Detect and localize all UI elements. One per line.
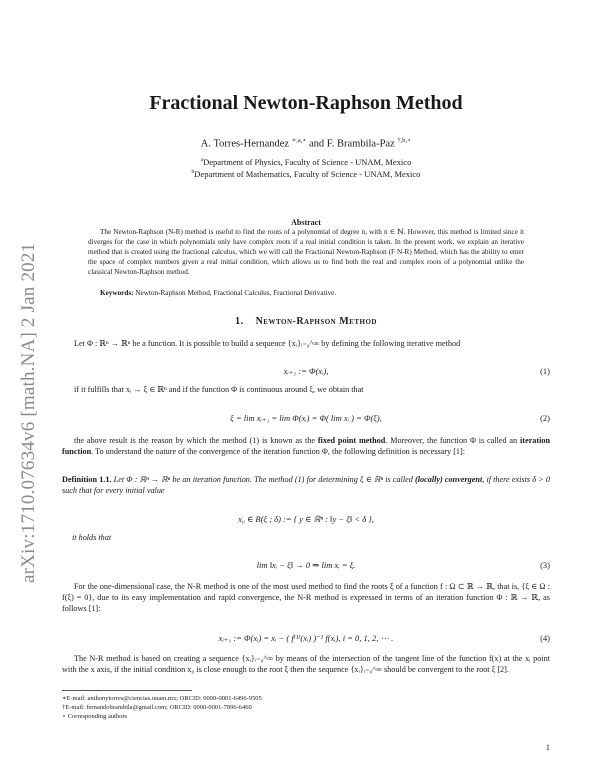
equation-1 (62, 366, 550, 380)
it-holds-line: it holds that (72, 533, 112, 542)
definition-label: Definition 1.1. (62, 475, 112, 484)
paragraph-1 (62, 338, 550, 349)
affiliation-a-text: Department of Physics, Faculty of Science - UNAM, Mexico (203, 157, 412, 167)
definition-1-1 (62, 474, 550, 496)
author-2-marks: †,b,⋆ (397, 137, 412, 144)
affiliation-b (62, 169, 550, 179)
term-iteration-function: iteration function (62, 436, 550, 456)
definition-text-b: , if there exists δ > 0 such that for every initial value (62, 475, 550, 495)
definition-term: (locally) convergent (415, 475, 483, 484)
page-number: 1 (545, 742, 550, 752)
paragraph-3-text-c: . To understand the nature of the convergence of the iteration function Φ, the following definition is necessary [1]: (91, 447, 466, 456)
footnote-rule (62, 690, 192, 691)
footnote-1: ∗E-mail: anthonytorres@ciencias.unam.mx; ORCID: 0000-0001-6496-9505 (62, 695, 262, 702)
paragraph-2 (62, 384, 550, 395)
section-heading (62, 316, 550, 327)
footnote-2: †E-mail: fernandobrambila@gmail.com; ORCID: 0000-0001-7896-6460 (62, 704, 252, 711)
equation-ball (62, 514, 550, 528)
equation-2-body: ξ = lim xᵢ₊₁ = lim Φ(xᵢ) = Φ( lim xᵢ ) = Φ(ξ), (230, 413, 382, 423)
paragraph-3-text-b: . Moreover, the function Φ is called an (385, 436, 520, 445)
paragraph-3-text-a: the above result is the reason by which the method (1) is known as the (74, 436, 318, 445)
arxiv-id-text: arXiv:1710.07634v6 [math.NA] 2 Jan 2021 (18, 242, 39, 583)
keywords-line (88, 289, 524, 297)
equation-1-body: xᵢ₊₁ := Φ(xᵢ), (283, 366, 329, 376)
equation-1-number: (1) (540, 366, 550, 376)
equation-4-number: (4) (540, 633, 550, 643)
equation-2 (62, 413, 550, 427)
arxiv-identifier (10, 205, 42, 585)
equation-4-body: xᵢ₊₁ := Φ(xᵢ) = xᵢ − ( f⁽¹⁾(xᵢ) )⁻¹ f(xᵢ), i = 0, 1, 2, ⋯ . (218, 633, 394, 643)
author-conjunction: and (308, 138, 325, 150)
paragraph-3 (62, 435, 550, 457)
equation-3 (62, 560, 550, 574)
equation-4 (62, 633, 550, 647)
section-title: Newton-Raphson Method (255, 316, 377, 327)
paragraph-4-text: For the one-dimensional case, the N-R method is one of the most used method to find the roots ξ of a function f : Ω ⊂ ℝ → ℝ, that is, {ξ ∈ Ω : f(ξ) = 0}, due to its easy implementation and rapid convergence, the N-R method is expressed in terms of an iteration function Φ : ℝ → ℝ, as follows [1]: (62, 582, 550, 613)
equation-ball-body: x₀ ∈ B(ξ ; δ) := { y ∈ ℝⁿ : ‖y − ξ‖ < δ }, (238, 514, 374, 524)
paragraph-1-text: Let Φ : ℝⁿ → ℝⁿ be a function. It is possible to build a sequence {xᵢ}ᵢ₌₀^∞ by defining the following iterative method (74, 339, 461, 348)
equation-3-number: (3) (540, 560, 550, 570)
author-line (62, 136, 550, 150)
affiliation-b-mark: b (191, 169, 195, 176)
abstract-heading: Abstract (291, 218, 321, 227)
footnote-3: ⋆ Corresponding authors (62, 713, 128, 720)
equation-2-number: (2) (540, 413, 550, 423)
author-1-name: A. Torres-Hernandez (200, 138, 290, 150)
paragraph-4 (62, 581, 550, 614)
paragraph-2-text: if it fulfills that xᵢ → ξ ∈ ℝⁿ and if the function Φ is continuous around ξ, we obtain that (74, 385, 364, 394)
keywords-label: Keywords: (100, 289, 134, 297)
equation-3-body: lim ‖xᵢ − ξ‖ → 0 ⇒ lim xᵢ = ξ. (256, 560, 356, 570)
abstract-text: The Newton-Raphson (N-R) method is useful to find the roots of a polynomial of degree n, with n ∈ ℕ. However, this method is limited since it diverges for the case in which polynomials only have complex roots if a real initial condition is taken. In the present work, we explain an iterative method that is created using the fractional calculus, which we will call the Fractional Newton-Raphson (F N-R) Method, which has the ability to enter the space of complex numbers given a real initial condition, which allows us to find both the real and complex roots of a polynomial unlike the classical Newton-Raphson method. (88, 228, 524, 276)
footnotes (62, 694, 550, 721)
author-1-marks: ∗,a,⋆ (291, 137, 307, 144)
affiliation-a (62, 157, 550, 167)
section-number: 1. (235, 316, 244, 327)
author-2-name: F. Brambila-Paz (326, 138, 395, 150)
definition-text-a: Let Φ : ℝⁿ → ℝⁿ be an iteration function. The method (1) for determining ξ ∈ ℝⁿ is called (111, 475, 416, 484)
keywords-text: Newton-Raphson Method, Fractional Calculus, Fractional Derivative. (135, 289, 337, 297)
term-fixed-point-method: fixed point method (317, 436, 386, 445)
paper-title: Fractional Newton-Raphson Method (149, 92, 463, 114)
paragraph-5-text: The N-R method is based on creating a sequence {xᵢ}ᵢ₌₀^∞ by means of the intersection of the tangent line of the function f(x) at the xᵢ point with the x axis, if the initial condition x₀ is close enough to the root ξ then the sequence {xᵢ}ᵢ₌₀^∞ should be convergent to the root ξ [2]. (62, 654, 550, 674)
paragraph-5 (62, 653, 550, 675)
affiliation-a-mark: a (200, 157, 204, 164)
affiliation-b-text: Department of Mathematics, Faculty of Science - UNAM, Mexico (194, 169, 421, 179)
